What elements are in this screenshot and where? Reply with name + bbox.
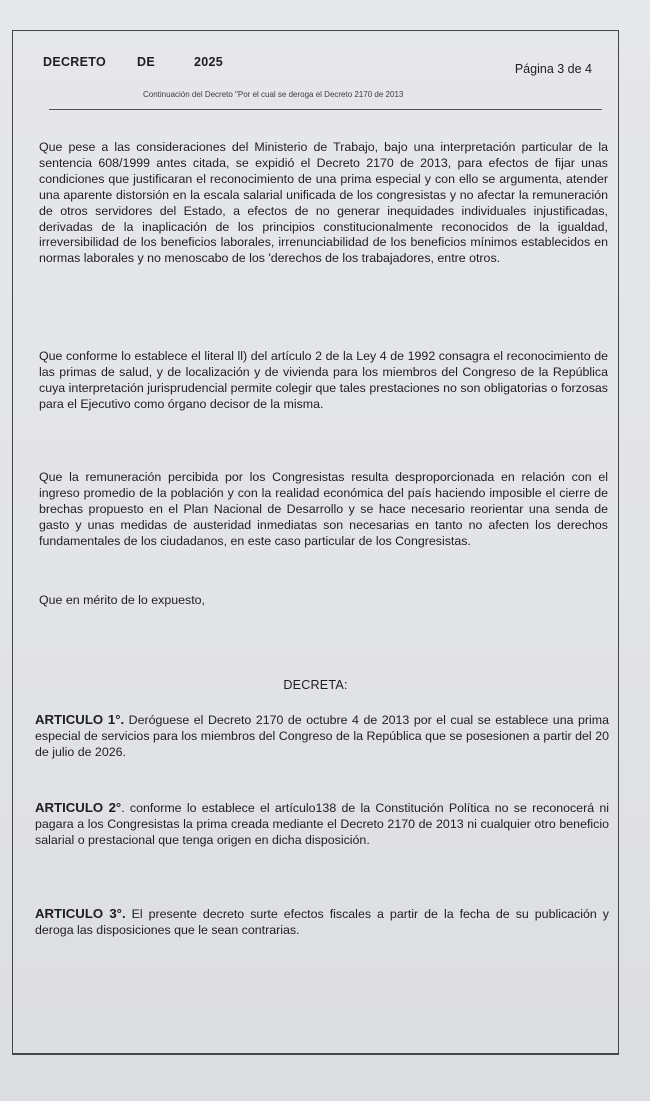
- article-label: ARTICULO 1°.: [35, 712, 125, 727]
- decree-year: 2025: [194, 55, 224, 69]
- article-text: . conforme lo establece el artículo138 de la Constitución Política no se reconocerá ni pagara a los Congresistas la prima creada mediante el Decreto 2170 de 2013 ni cualquier otro beneficio salarial o prestacional que tenga origen en dicha disposición.: [35, 801, 609, 847]
- decreta-heading: DECRETA:: [283, 678, 348, 692]
- continuation-line: Continuación del Decreto "Por el cual se deroga el Decreto 2170 de 2013: [143, 90, 404, 99]
- article-2: [35, 800, 609, 848]
- article-label: ARTICULO 2°: [35, 800, 122, 815]
- article-text: Deróguese el Decreto 2170 de octubre 4 de 2013 por el cual se establece una prima especial de servicios para los miembros del Congreso de la República que se posesionen a partir del 20 de julio de 2026.: [35, 713, 609, 759]
- document-page: [12, 30, 619, 1055]
- header-divider: [49, 109, 602, 110]
- decree-label: DECRETO: [43, 55, 106, 69]
- article-text: El presente decreto surte efectos fiscales a partir de la fecha de su publicación y deroga las disposiciones que le sean contrarias.: [35, 907, 609, 937]
- decree-de-label: DE: [137, 55, 155, 69]
- article-label: ARTICULO 3°.: [35, 906, 126, 921]
- considerando-paragraph: Que conforme lo establece el literal ll) del artículo 2 de la Ley 4 de 1992 consagra el reconocimiento de las primas de salud, y de localización y de vivienda para los miembros del Congreso de la República cuya interpretación jurisprudencial permite colegir que tales prestaciones no son obligatorias o forzosas para el Ejecutivo como órgano decisor de la misma.: [39, 349, 608, 411]
- article-3: [35, 906, 609, 938]
- article-1: [35, 712, 609, 760]
- page-number: Página 3 de 4: [514, 62, 592, 76]
- decree-header: [43, 55, 223, 69]
- merito-paragraph: Que en mérito de lo expuesto,: [39, 593, 205, 607]
- considerando-paragraph: Que la remuneración percibida por los Congresistas resulta desproporcionada en relación con el ingreso promedio de la población y con la realidad económica del país haciendo imposible el cierre de brechas propuesto en el Plan Nacional de Desarrollo y se hace necesario reorientar una senda de gasto y unas medidas de austeridad inmediatas son necesarias en tanto no afecten los derechos fundamentales de los ciudadanos, en este caso particular de los Congresistas.: [39, 470, 608, 548]
- considerando-paragraph: Que pese a las consideraciones del Ministerio de Trabajo, bajo una interpretación particular de la sentencia 608/1999 antes citada, se expidió el Decreto 2170 de 2013, para efectos de fijar unas condiciones que justificaran el reconocimiento de una prima especial y con ello se argumenta, atender una aparente distorsión en la escala salarial unificada de los congresistas y no afectar la remuneración de otros servidores del Estado, a efectos de no generar inequidades individuales injustificadas, derivadas de la inaplicación de los principios constitucionalmente reconocidos de la igualdad, irreversibilidad de los beneficios laborales, irrenunciabilidad de los beneficios mínimos establecidos en normas laborales y no menoscabo de los 'derechos de los trabajadores, entre otros.: [39, 140, 608, 266]
